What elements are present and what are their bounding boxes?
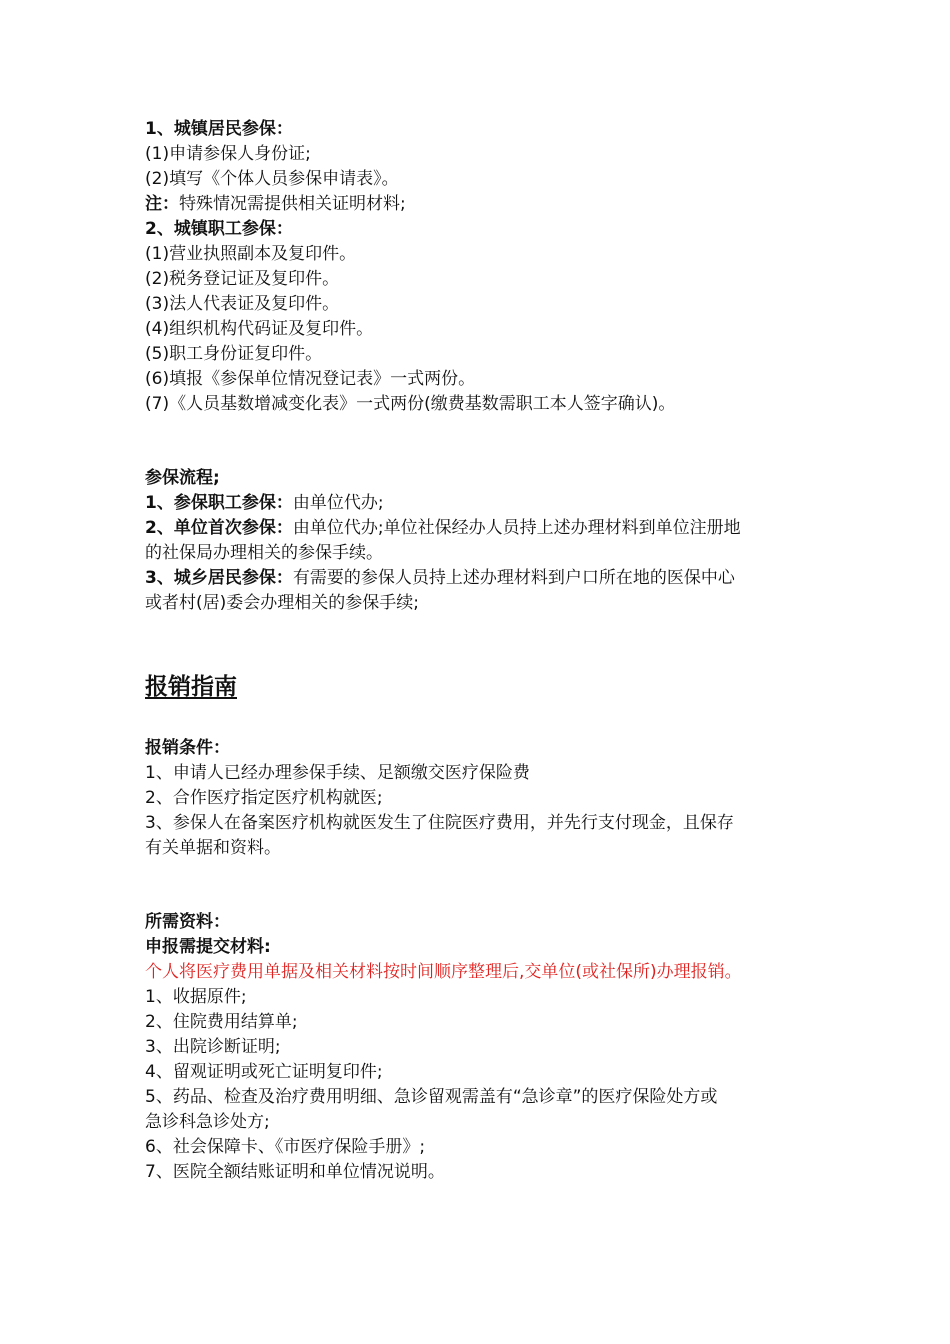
material-item: 2、住院费用结算单; [145,1012,298,1032]
condition-item: 2、合作医疗指定医疗机构就医; [145,788,383,808]
process-label: 1、参保职工参保： [145,493,293,513]
note-label: 注： [145,194,179,214]
materials-subheading: 申报需提交材料: [145,937,271,957]
note-text: 特殊情况需提供相关证明材料; [179,194,406,214]
red-note: 个人将医疗费用单据及相关材料按时间顺序整理后,交单位(或社保所)办理报销。 [145,962,742,982]
urban-resident-heading: 1、城镇居民参保： [145,119,293,139]
list-item: (6)填报《参保单位情况登记表》一式两份。 [145,369,476,389]
material-item-cont: 急诊科急诊处方; [145,1112,270,1132]
process-item-cont: 或者村(居)委会办理相关的参保手续; [145,593,419,613]
list-item: (3)法人代表证及复印件。 [145,294,340,314]
material-item: 3、出院诊断证明; [145,1037,281,1057]
process-item [145,566,815,591]
process-label: 3、城乡居民参保： [145,568,293,588]
list-item: (7)《人员基数增减变化表》一式两份(缴费基数需职工本人签字确认)。 [145,394,676,414]
list-item: (5)职工身份证复印件。 [145,344,323,364]
urban-employee-heading: 2、城镇职工参保： [145,219,293,239]
process-item-cont: 的社保局办理相关的参保手续。 [145,543,383,563]
process-heading: 参保流程; [145,468,220,488]
conditions-heading: 报销条件： [145,738,230,758]
process-item [145,491,815,516]
list-item: (2)税务登记证及复印件。 [145,269,340,289]
condition-item: 1、申请人已经办理参保手续、足额缴交医疗保险费 [145,763,530,783]
condition-item: 3、参保人在备案医疗机构就医发生了住院医疗费用，并先行支付现金，且保存 [145,813,734,833]
process-item [145,516,815,541]
material-item: 1、收据原件; [145,987,247,1007]
list-item: (2)填写《个体人员参保申请表》。 [145,169,399,189]
process-text: 有需要的参保人员持上述办理材料到户口所在地的医保中心 [292,568,735,588]
process-text: 由单位代办; [292,493,384,513]
reimbursement-guide-title: 报销指南 [145,674,237,700]
process-label: 2、单位首次参保： [145,518,293,538]
list-item: (1)申请参保人身份证; [145,144,311,164]
list-item: (4)组织机构代码证及复印件。 [145,319,374,339]
material-item: 4、留观证明或死亡证明复印件; [145,1062,383,1082]
note-line [145,192,815,217]
condition-item-cont: 有关单据和资料。 [145,838,281,858]
material-item: 6、社会保障卡、《市医疗保险手册》; [145,1137,426,1157]
material-item: 7、医院全额结账证明和单位情况说明。 [145,1162,445,1182]
material-item: 5、药品、检查及治疗费用明细、急诊留观需盖有“急诊章”的医疗保险处方或 [145,1087,718,1107]
process-text: 由单位代办;单位社保经办人员持上述办理材料到单位注册地 [292,518,741,538]
materials-heading: 所需资料： [145,912,230,932]
list-item: (1)营业执照副本及复印件。 [145,244,357,264]
